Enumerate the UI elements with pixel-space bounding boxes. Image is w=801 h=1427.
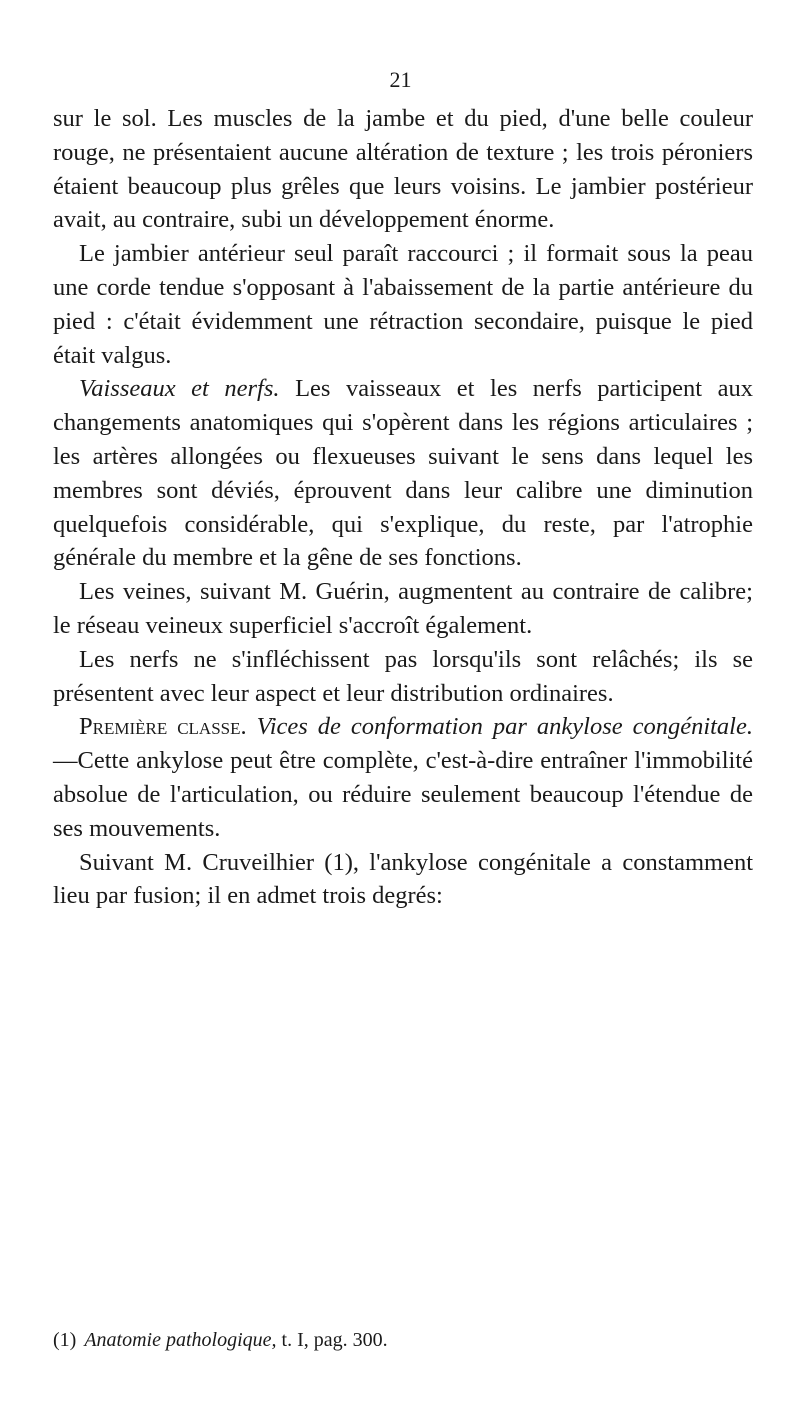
footnote-mark: (1)	[53, 1329, 77, 1351]
paragraph-5-text: Les nerfs ne s'infléchissent pas lorsqu'ils sont relâchés; ils se présentent avec leur aspect et leur distribution ordinaires.	[53, 645, 753, 707]
paragraph-7-text: Suivant M. Cruveilhier (1), l'ankylose congénitale a constamment lieu par fusion; il en admet trois degrés:	[53, 848, 753, 910]
paragraph-4-text: Les veines, suivant M. Guérin, augmentent au contraire de calibre; le réseau veineux superficiel s'accroît également.	[53, 578, 753, 639]
class-heading: Première classe.	[79, 713, 247, 741]
paragraph-4	[53, 575, 753, 643]
footnote-title: Anatomie pathologique,	[84, 1329, 277, 1351]
paragraph-1-text: sur le sol. Les muscles de la jambe et du pied, d'une belle couleur rouge, ne présentaient aucune altération de texture ; les trois péroniers étaient beaucoup plus grêles que leurs voisins. Le jambier postérieur avait, au contraire, subi un développement énorme.	[53, 105, 753, 234]
section-heading-vaisseaux: Vaisseaux et nerfs.	[79, 375, 280, 403]
paragraph-6	[53, 710, 753, 845]
paragraph-6-text: —Cette ankylose peut être complète, c'est-à-dire entraîner l'immobilité absolue de l'articulation, ou réduire seulement beaucoup l'étendue de ses mouvements.	[53, 747, 753, 842]
class-subheading: Vices de conformation par ankylose congénitale.	[246, 713, 753, 741]
footnote	[53, 1327, 753, 1353]
paragraph-3-text: Les vaisseaux et les nerfs participent aux changements anatomiques qui s'opèrent dans les régions articulaires ; les artères allongées ou flexueuses suivant le sens dans lequel les membres sont déviés, éprouvent dans leur calibre une diminution quelquefois considérable, qui s'explique, du reste, par l'atrophie générale du membre et la gêne de ses fonctions.	[53, 375, 753, 572]
paragraph-2-text: Le jambier antérieur seul paraît raccourci ; il formait sous la peau une corde tendue s'opposant à l'abaissement de la partie antérieure du pied : c'était évidemment une rétraction secondaire, puisque le pied était valgus.	[53, 240, 753, 369]
footnote-text: t. I, pag. 300.	[276, 1329, 388, 1351]
paragraph-3	[53, 372, 753, 575]
body-text	[53, 102, 753, 913]
paragraph-5	[53, 643, 753, 711]
paragraph-7	[53, 846, 753, 914]
page-number: 21	[389, 67, 412, 92]
paragraph-2	[53, 237, 753, 372]
paragraph-1	[53, 102, 753, 237]
